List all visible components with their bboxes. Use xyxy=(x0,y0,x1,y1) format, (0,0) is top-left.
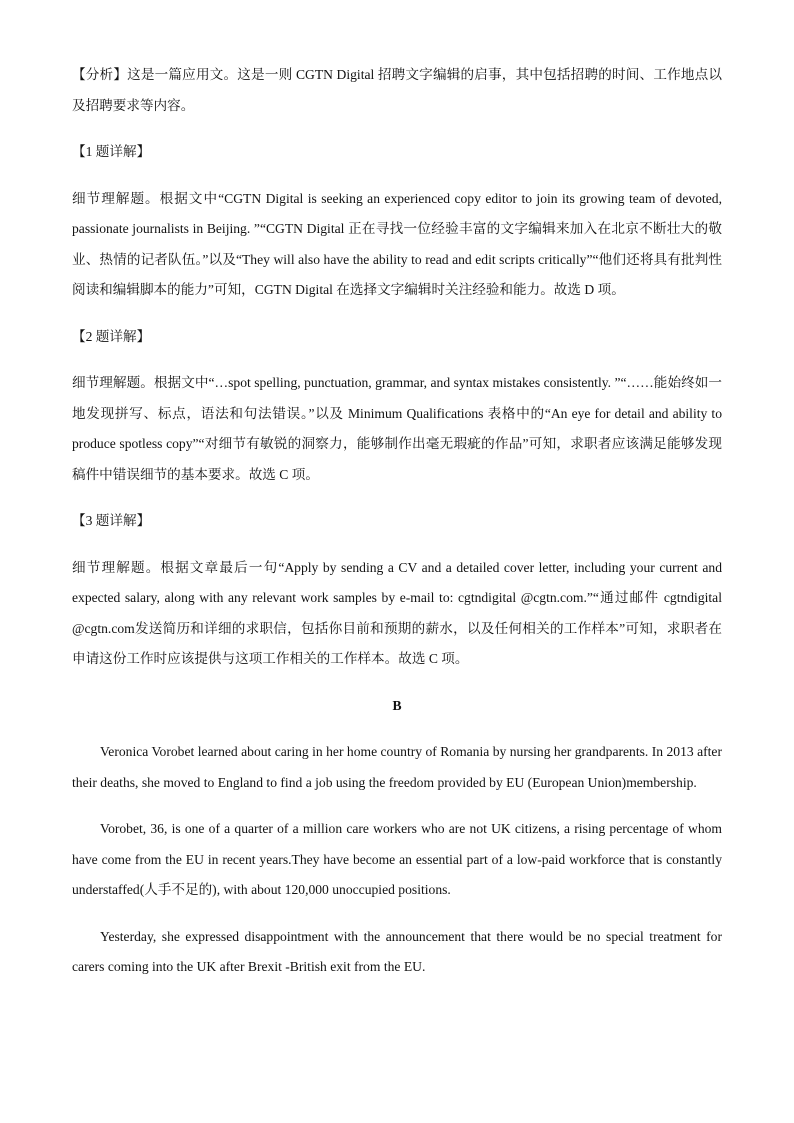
q1-heading: 【1 题详解】 xyxy=(72,144,151,159)
q2-explanation: 细节理解题。根据文中“…spot spelling, punctuation, grammar, and syntax mistakes consistently. ”“……能始终如一地发现拼写、标点，语法和句法错误。”以及 Minimum Qualifications 表格中的“An eye for detail and ability to produce spotless copy”“对细节有敏锐的洞察力，能够制作出毫无瑕疵的作品”可知，求职者应该满足能够发现稿件中错误细节的基本要求。故选 C 项。 xyxy=(72,375,722,482)
document-page xyxy=(72,60,722,999)
q2-heading: 【2 题详解】 xyxy=(72,328,151,344)
q3-explanation: 细节理解题。根据文章最后一句“Apply by sending a CV and a detailed cover letter, including your current and expected salary, along with any relevant work samples by e-mail to: cgtndigital @cgtn.com.”“通过邮件 cgtndigital @cgtn.com发送简历和详细的求职信，包括你目前和预期的薪水，以及任何相关的工作样本”可知，求职者在申请这份工作时应该提供与这项工作相关的工作样本。故选 C 项。 xyxy=(72,559,722,666)
analysis-paragraph: 【分析】这是一篇应用文。这是一则 CGTN Digital 招聘文字编辑的启事，其中包括招聘的时间、工作地点以及招聘要求等内容。 xyxy=(72,67,722,113)
passage-paragraph-2: Vorobet, 36, is one of a quarter of a million care workers who are not UK citizens, a rising percentage of whom have come from the EU in recent years.They have become an essential part of a low-paid workforce that is constantly understaffed(人手不足的), with about 120,000 unoccupied positions. xyxy=(72,821,722,897)
q1-explanation: 细节理解题。根据文中“CGTN Digital is seeking an experienced copy editor to join its growing team of devoted, passionate journalists in Beijing. ”“CGTN Digital 正在寻找一位经验丰富的文字编辑来加入在北京不断壮大的敬业、热情的记者队伍。”以及“They will also have the ability to read and edit scripts critically”“他们还将具有批判性阅读和编辑脚本的能力”可知，CGTN Digital 在选择文字编辑时关注经验和能力。故选 D 项。 xyxy=(72,190,722,297)
q3-heading: 【3 题详解】 xyxy=(72,513,151,528)
passage-paragraph-1: Veronica Vorobet learned about caring in her home country of Romania by nursing her grandparents. In 2013 after their deaths, she moved to England to find a job using the freedom provided by EU (European Union)membership. xyxy=(72,744,722,790)
section-b-title: B xyxy=(392,697,402,713)
passage-paragraph-3: Yesterday, she expressed disappointment with the announcement that there would be no special treatment for carers coming into the UK after Brexit -British exit from the EU. xyxy=(72,928,722,974)
